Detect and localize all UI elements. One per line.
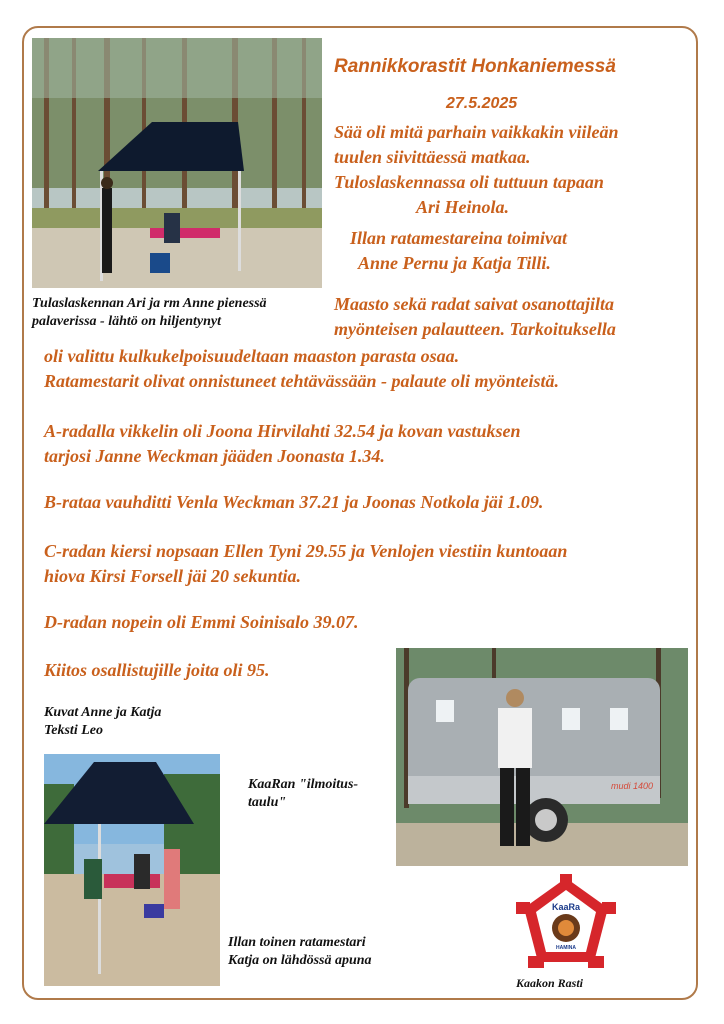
paragraph-results: Tuloslaskennassa oli tuttuun tapaan Ari Heinola.	[334, 172, 604, 217]
paragraph-d-course: D-radan nopein oli Emmi Soinisalo 39.07.	[44, 612, 359, 632]
paragraph-c-course: C-radan kiersi nopsaan Ellen Tyni 29.55 ja Venlojen viestiin kuntoaan hiova Kirsi Forsell jäi 20 sekuntia.	[44, 541, 568, 586]
paragraph-course-setters: Illan ratamestareina toimivat Anne Pernu ja Katja Tilli.	[350, 228, 568, 273]
caption-photo1: Tulaslaskennan Ari ja rm Anne pienessä palaverissa - lähtö on hiljentynyt	[32, 296, 267, 329]
paragraph-b-course: B-rataa vauhditti Venla Weckman 37.21 ja Joonas Notkola jäi 1.09.	[44, 492, 544, 512]
photo-course-setter	[44, 754, 220, 986]
paragraph-terrain: oli valittu kulkukelpoisuudeltaan maaston parasta osaa. Ratamestarit olivat onnistuneet tehtävässään - palaute oli myönteistä.	[44, 346, 560, 391]
trailer-brand-text: mudi 1400	[611, 781, 654, 791]
caption-credits: Kuvat Anne ja Katja Teksti Leo	[44, 705, 162, 738]
event-date: 27.5.2025	[446, 95, 518, 112]
paragraph-thanks: Kiitos osallistujille joita oli 95.	[44, 660, 270, 680]
kaakon-rasti-logo	[514, 872, 618, 972]
paragraph-weather: Sää oli mitä parhain vaikkakin viileän tuulen siivittäessä matkaa.	[334, 122, 619, 167]
page-title: Rannikkorastit Honkaniemessä	[334, 56, 616, 77]
logo-subtext: HAMINA	[556, 945, 576, 951]
photo-trailer	[396, 648, 688, 866]
caption-trailer: KaaRan "ilmoitus- taulu"	[248, 777, 359, 810]
paragraph-a-course: A-radalla vikkelin oli Joona Hirvilahti 32.54 ja kovan vastuksen tarjosi Janne Weckman jääden Joonasta 1.34.	[44, 421, 521, 466]
paragraph-feedback: Maasto sekä radat saivat osanottajilta myönteisen palautteen. Tarkoituksella	[334, 294, 616, 339]
photo-timing-tent	[32, 38, 322, 288]
logo-text: KaaRa	[551, 902, 581, 912]
caption-photo3: Illan toinen ratamestari Katja on lähdössä apuna	[228, 935, 372, 968]
logo-caption: Kaakon Rasti	[516, 976, 584, 990]
